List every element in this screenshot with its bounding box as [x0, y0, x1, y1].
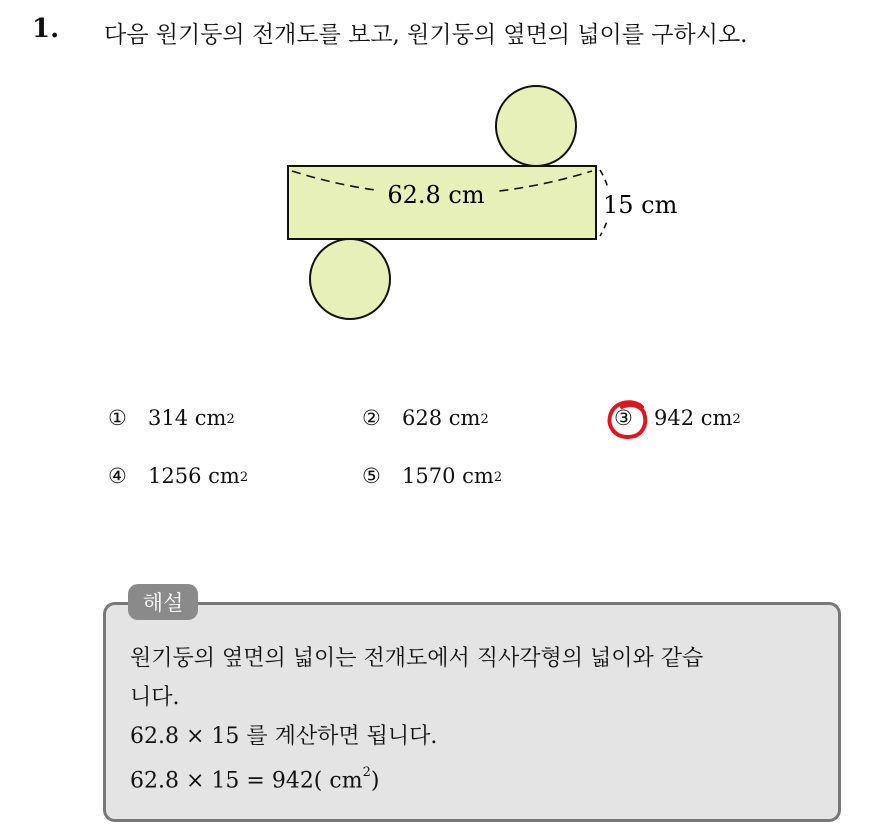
choice-unit: cm	[194, 406, 227, 430]
choice-value: 314	[148, 406, 189, 430]
choice-number: ②	[362, 406, 381, 430]
solution-line: 62.8 × 15 = 942( $cm^2$)	[130, 765, 380, 794]
bottom-circle	[310, 239, 390, 319]
choice-value: 942	[654, 406, 695, 430]
choice-exponent: 2	[732, 412, 741, 427]
length-label: 62.8 cm	[387, 181, 485, 209]
solution-line: 니다.	[130, 685, 180, 710]
choice-2[interactable]	[362, 406, 489, 430]
choice-unit: cm	[462, 464, 494, 488]
solution-line: 원기둥의 옆면의 넓이는 전개도에서 직사각형의 넓이와 같습	[130, 646, 704, 671]
choice-value: 1570	[402, 464, 456, 488]
answer-circle-mark	[606, 399, 652, 443]
cylinder-net-figure	[270, 78, 690, 328]
answer-choices	[108, 406, 808, 496]
choice-exponent: 2	[239, 470, 249, 485]
solution-tab: 해설	[128, 584, 198, 620]
height-label: 15 cm	[603, 191, 678, 219]
choice-unit: cm	[700, 406, 733, 430]
choice-unit: cm	[208, 464, 240, 488]
solution-box	[103, 602, 841, 822]
choice-unit: cm	[448, 406, 481, 430]
solution-text	[130, 639, 830, 800]
choice-exponent: 2	[226, 412, 235, 427]
question-text: 다음 원기둥의 전개도를 보고, 원기둥의 옆면의 넓이를 구하시오.	[104, 22, 748, 48]
choice-value: 628	[402, 406, 443, 430]
choice-number: ④	[108, 464, 127, 488]
choice-1[interactable]	[108, 406, 235, 430]
choice-3[interactable]	[614, 406, 741, 430]
choice-value: 1256	[148, 464, 202, 488]
choice-4[interactable]	[108, 464, 248, 488]
choice-exponent: 2	[493, 470, 503, 485]
choice-exponent: 2	[480, 412, 489, 427]
choice-number: ⑤	[362, 464, 381, 488]
question-number: 1.	[32, 14, 60, 44]
solution-line: 62.8 × 15 를 계산하면 됩니다.	[130, 724, 438, 749]
top-circle	[496, 86, 576, 166]
choice-number: ①	[108, 406, 127, 430]
choice-5[interactable]	[362, 464, 502, 488]
choice-number: ③	[614, 406, 633, 430]
